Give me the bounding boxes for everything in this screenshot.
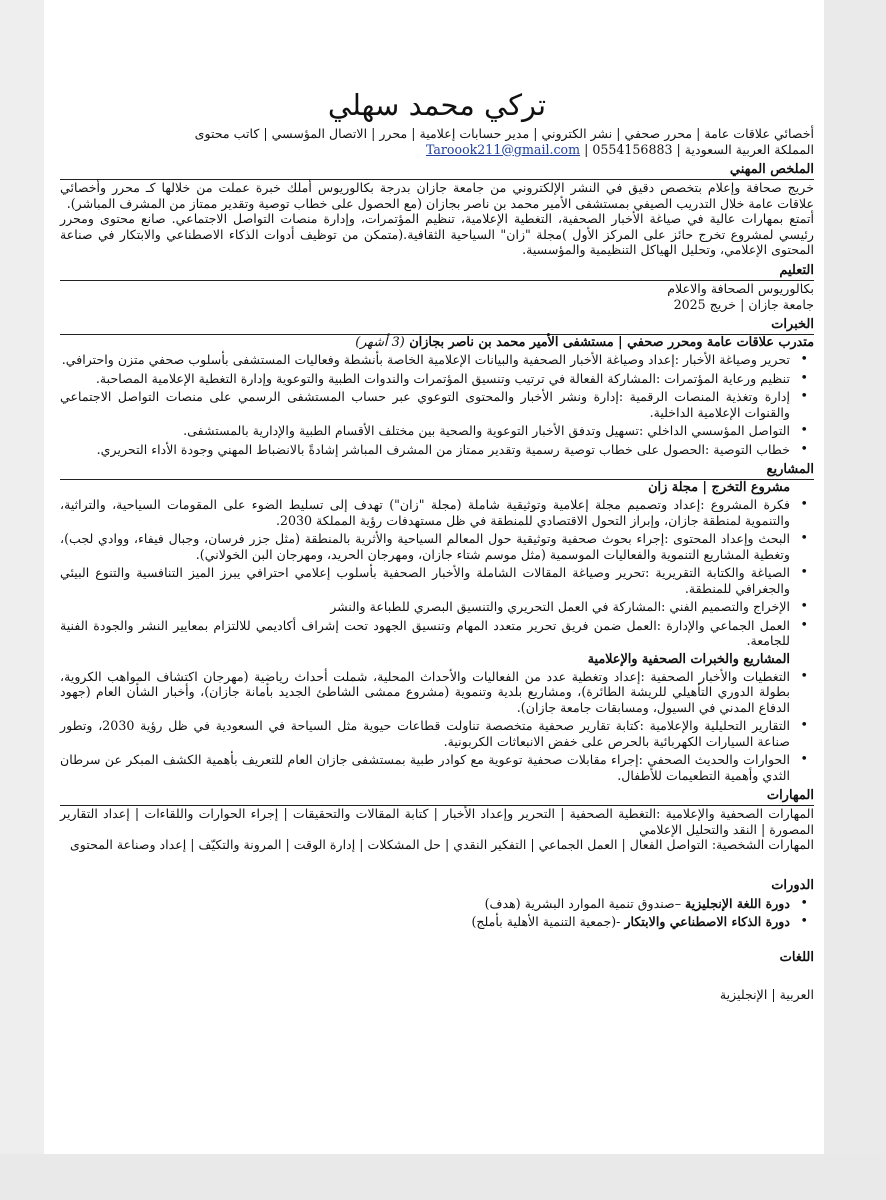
- phone-number: 0554156883: [592, 141, 673, 157]
- course-name: دورة اللغة الإنجليزية: [685, 895, 790, 911]
- education-degree: بكالوريوس الصحافة والاعلام: [667, 280, 814, 296]
- courses-list: [60, 896, 814, 930]
- list-item: • البحث وإعداد المحتوى :إجراء بحوث صحفية وتوثيقية حول المعالم السياحية والأثرية بالمنطقة (مثل جزر فرسان، وجبال فيفاء، ووادي لجب)، وتغطية المشاريع التنموية والفعاليات الموسمية (مثل موسم شتاء جازان، ومهرجان الحريد، ومهرجان البن الخولاني).: [60, 531, 790, 562]
- spacer: [60, 933, 814, 945]
- list-item: [60, 896, 790, 912]
- experience-list: [60, 352, 814, 457]
- list-item: • إدارة وتغذية المنصات الرقمية :إدارة ونشر الأخبار والمحتوى التوعوي عبر حساب المستشفى الرسمي على منصات التواصل الاجتماعي والقنوات الإعلامية الداخلية.: [60, 389, 790, 420]
- list-item: • فكرة المشروع :إعداد وتصميم مجلة إعلامية وتوثيقية شاملة (مجلة "زان") تهدف إلى تسليط الضوء على المقومات السياحية، والتراثية، والتنموية لمنطقة جازان، وإبراز التحول الاقتصادي للمنطقة في ظل مستهدفات رؤية المملكة 2030.: [60, 497, 790, 528]
- list-item: • الصياغة والكتابة التقريرية :تحرير وصياغة المقالات الشاملة والأخبار الصحفية بأسلوب إعلامي احترافي يبرز الميز التنافسية والتنوع البيئي والجغرافي للمنطقة.: [60, 565, 790, 596]
- experience-duration: (3 أشهر): [355, 335, 405, 351]
- country: المملكة العربية السعودية: [684, 141, 814, 157]
- experience-role: [60, 335, 814, 351]
- summary-paragraph-1: خريج صحافة وإعلام بتخصص دقيق في النشر الإلكتروني من جامعة جازان بدرجة بكالوريوس أملك خبرة عملت من خلالها كـ محرر وأخصائي علاقات عامة خلال التدريب الصيفي بمستشفى الأمير محمد بن ناصر بجازان (مع الحصول على خطاب توصية وتقدير ممتاز من المشرف المباشر).: [60, 180, 814, 211]
- education-university: جامعة جازان: [748, 296, 814, 312]
- section-heading-skills: المهارات: [60, 787, 814, 806]
- scan-edge-left: [0, 0, 44, 1200]
- job-titles: أخصائي علاقات عامة | محرر صحفي | نشر الكتروني | مدير حسابات إعلامية | محرر | الاتصال المؤسسي | كاتب محتوى: [194, 126, 814, 141]
- spacer: [60, 853, 814, 873]
- scan-edge-right: [824, 0, 886, 1200]
- personal-skills: المهارات الشخصية: التواصل الفعال | العمل الجماعي | التفكير النقدي | حل المشكلات | إدارة الوقت | المرونة والتكيّف | إعداد وصناعة المحتوى: [69, 837, 814, 853]
- section-heading-languages: اللغات: [779, 949, 814, 965]
- candidate-name: تركي محمد سهلي: [327, 88, 547, 122]
- course-org: -(جمعية التنمية الأهلية بأملج): [471, 914, 621, 930]
- section-heading-projects: المشاريع: [60, 461, 814, 480]
- list-item: • خطاب التوصية :الحصول على خطاب توصية رسمية وتقدير ممتاز من المشرف المباشر إشادةً بالانضباط المهني وجودة الأداء التحريري.: [60, 442, 790, 458]
- press-projects-title: المشاريع والخبرات الصحفية والإعلامية: [587, 651, 790, 667]
- list-item: • الحوارات والحديث الصحفي :إجراء مقابلات صحفية توعوية مع كوادر طبية بمستشفى جازان العام للتعريف بأهمية الكشف المبكر عن سرطان الثدي وأهمية التطعيمات للأطفال.: [60, 752, 790, 783]
- list-item: [60, 914, 790, 930]
- press-projects-list: [60, 669, 814, 784]
- spacer: [60, 967, 814, 987]
- contact-line: [60, 142, 814, 158]
- list-item: • التغطيات والأخبار الصحفية :إعداد وتغطية عدد من الفعاليات والأحداث المحلية، شملت أحداث رياضية (مهرجان اكتشاف المواهب الكروية، بطولة الدوري التأهيلي للريشة الطائرة)، ومشاريع بلدية وتنموية (مشروع ممشى الشاطئ الجديد بأمانة جازان)، وأخبار الشأن العام (جهود الدفاع المدني في السيول، ومسابقات جامعة جازان).: [60, 669, 790, 716]
- email-link[interactable]: Taroook211@gmail.com: [425, 141, 581, 157]
- education-separator: |: [740, 296, 745, 312]
- scan-edge-bottom: [0, 1154, 886, 1200]
- contact-separator: |: [584, 141, 589, 157]
- education-university-line: [60, 297, 814, 313]
- list-item: • الإخراج والتصميم الفني :المشاركة في العمل التحريري والتنسيق البصري للطباعة والنشر: [60, 599, 790, 615]
- summary-paragraph-2: أتمتع بمهارات عالية في صياغة الأخبار الصحفية، التغطية الإعلامية، تنظيم المؤتمرات، وإدارة منصات التواصل الاجتماعي. صانع محتوى ومحرر رئيسي لمشروع تخرج حائز على المركز الأول )مجلة "زان" السياحية الثقافية.(متمكن من توظيف أدوات الذكاء الاصطناعي والابتكار في صناعة المحتوى الإعلامي، وتحليل الهياكل التنظيمية والمؤسسية.: [60, 211, 814, 258]
- resume-sheet: [44, 0, 824, 1154]
- grad-project-list: [60, 497, 814, 649]
- list-item: • التواصل المؤسسي الداخلي :تسهيل وتدفق الأخبار التوعوية والصحية بين مختلف الأقسام الطبية والإدارية بالمستشفى.: [60, 423, 790, 439]
- contact-separator: |: [676, 141, 681, 157]
- grad-project-title: مشروع التخرج | مجلة زان: [648, 480, 790, 496]
- course-org: –صندوق تنمية الموارد البشرية (هدف): [484, 895, 682, 911]
- list-item: • التقارير التحليلية والإعلامية :كتابة تقارير صحفية متخصصة تناولت قطاعات حيوية مثل السياحة في السعودية في ظل رؤية 2030، وتطور صناعة السيارات الكهربائية بالحرص على خفض الانبعاثات الكربونية.: [60, 718, 790, 749]
- section-heading-education: التعليم: [60, 262, 814, 281]
- section-heading-summary: الملخص المهني: [60, 161, 814, 180]
- experience-role-title: متدرب علاقات عامة ومحرر صحفي | مستشفى الأمير محمد بن ناصر بجازان: [409, 335, 814, 351]
- list-item: • تحرير وصياغة الأخبار :إعداد وصياغة الأخبار الصحفية والبيانات الإعلامية الخاصة بأنشطة وفعاليات المستشفى بأسلوب صحفي متزن واحترافي.: [60, 352, 790, 368]
- press-skills: المهارات الصحفية والإعلامية :التغطية الصحفية | التحرير وإعداد الأخبار | كتابة المقالات والتحقيقات | إجراء الحوارات واللقاءات | إعداد التقارير المصورة | النقد والتحليل الإعلامي: [60, 806, 814, 837]
- education-grad: خريج 2025: [673, 296, 737, 312]
- languages-list: العربية | الإنجليزية: [719, 986, 814, 1002]
- section-heading-courses: الدورات: [771, 877, 814, 893]
- list-item: • العمل الجماعي والإدارة :العمل ضمن فريق تحرير متعدد المهام وتنسيق الجهود تحت إشراف أكاديمي للالتزام بمعايير النشر والجودة الفنية للجامعة.: [60, 618, 790, 649]
- section-heading-experience: الخبرات: [60, 316, 814, 335]
- list-item: • تنظيم ورعاية المؤتمرات :المشاركة الفعالة في ترتيب وتنسيق المؤتمرات والندوات الطبية والتوعوية وإدارة التغطية الإعلامية المصاحبة.: [60, 371, 790, 387]
- course-name: دورة الذكاء الاصطناعي والابتكار: [624, 914, 790, 930]
